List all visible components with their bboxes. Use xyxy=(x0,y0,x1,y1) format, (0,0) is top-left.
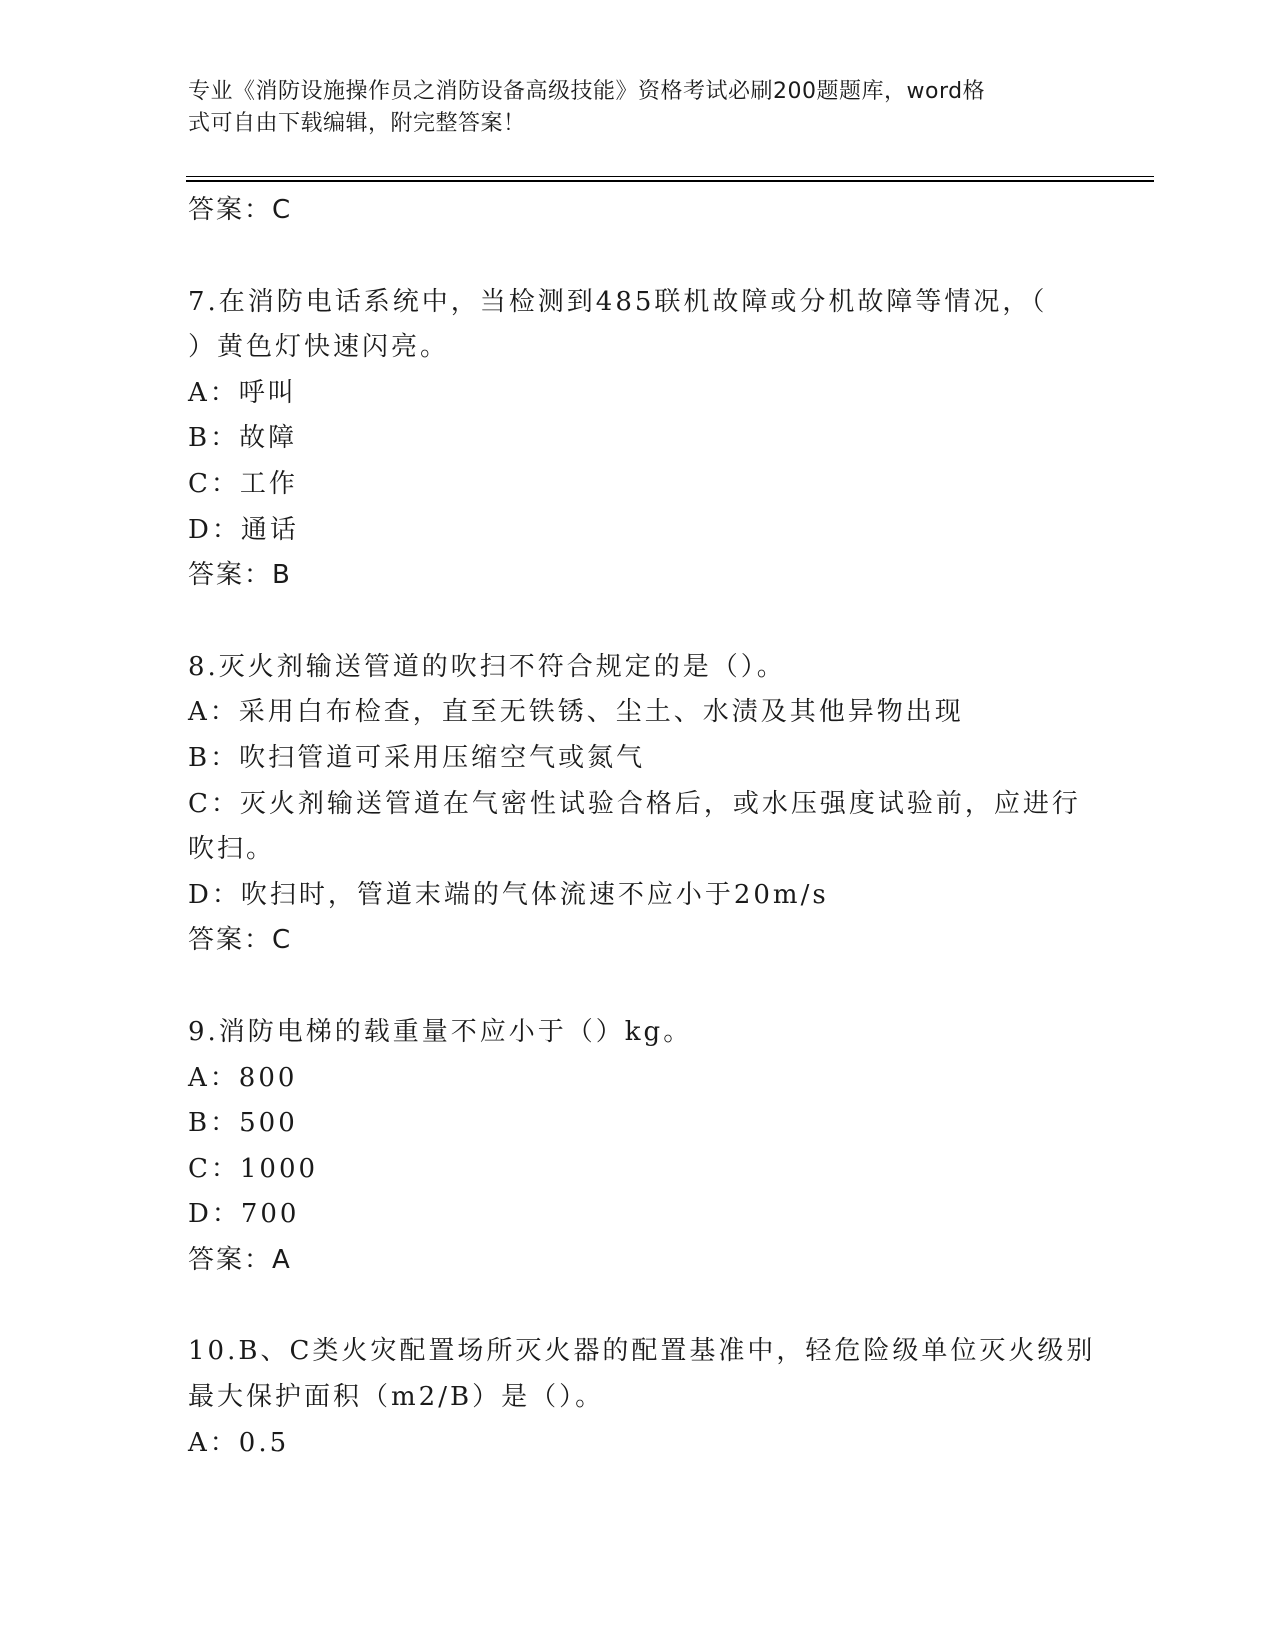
question-9-option-a: A：800 xyxy=(188,1062,298,1093)
answer-q6: 答案：C xyxy=(188,195,293,225)
question-7-option-d: D：通话 xyxy=(188,514,299,545)
question-7-stem-2: ）黄色灯快速闪亮。 xyxy=(188,332,450,363)
question-7-option-b: B：故障 xyxy=(188,423,298,454)
question-list xyxy=(188,188,1096,1466)
question-7-option-a: A：呼叫 xyxy=(188,377,297,408)
question-7-stem-1: 7.在消防电话系统中，当检测到485联机故障或分机故障等情况，（ xyxy=(188,286,1048,317)
header-divider-thin xyxy=(186,176,1154,177)
question-8-option-c-1: C：灭火剂输送管道在气密性试验合格后，或水压强度试验前，应进行 xyxy=(188,788,1081,819)
question-9-option-b: B：500 xyxy=(188,1108,298,1139)
question-9-option-d: D：700 xyxy=(188,1199,300,1230)
question-8-option-d: D：吹扫时，管道末端的气体流速不应小于20m/s xyxy=(188,879,829,910)
question-7 xyxy=(188,280,1088,599)
answer-q7: 答案：B xyxy=(188,560,292,591)
question-10 xyxy=(188,1329,1096,1466)
answer-q9: 答案：A xyxy=(188,1244,292,1275)
question-9-option-c: C：1000 xyxy=(188,1153,319,1184)
question-7-option-c: C：工作 xyxy=(188,468,298,499)
question-8-stem: 8.灭火剂输送管道的吹扫不符合规定的是（）。 xyxy=(188,651,786,682)
question-9-stem: 9.消防电梯的载重量不应小于（）kg。 xyxy=(188,1016,693,1047)
question-8-option-c-2: 吹扫。 xyxy=(188,834,276,865)
question-10-option-a: A：0.5 xyxy=(188,1427,290,1458)
document-header xyxy=(188,76,1068,140)
question-10-stem-1: 10.B、C类火灾配置场所灭火器的配置基准中，轻危险级单位灭火级别 xyxy=(188,1336,1096,1367)
question-9 xyxy=(188,1010,1088,1284)
question-8-option-b: B：吹扫管道可采用压缩空气或氮气 xyxy=(188,742,646,773)
header-divider-thick xyxy=(186,180,1154,182)
answer-q8: 答案：C xyxy=(188,925,293,956)
header-line-1: 专业《消防设施操作员之消防设备高级技能》资格考试必刷200题题库，word格 xyxy=(188,79,986,104)
header-line-2: 式可自由下载编辑，附完整答案！ xyxy=(188,111,526,136)
question-8-option-a: A：采用白布检查，直至无铁锈、尘土、水渍及其他异物出现 xyxy=(188,697,964,728)
question-10-stem-2: 最大保护面积（m2/B）是（）。 xyxy=(188,1382,605,1413)
question-8 xyxy=(188,645,1088,964)
